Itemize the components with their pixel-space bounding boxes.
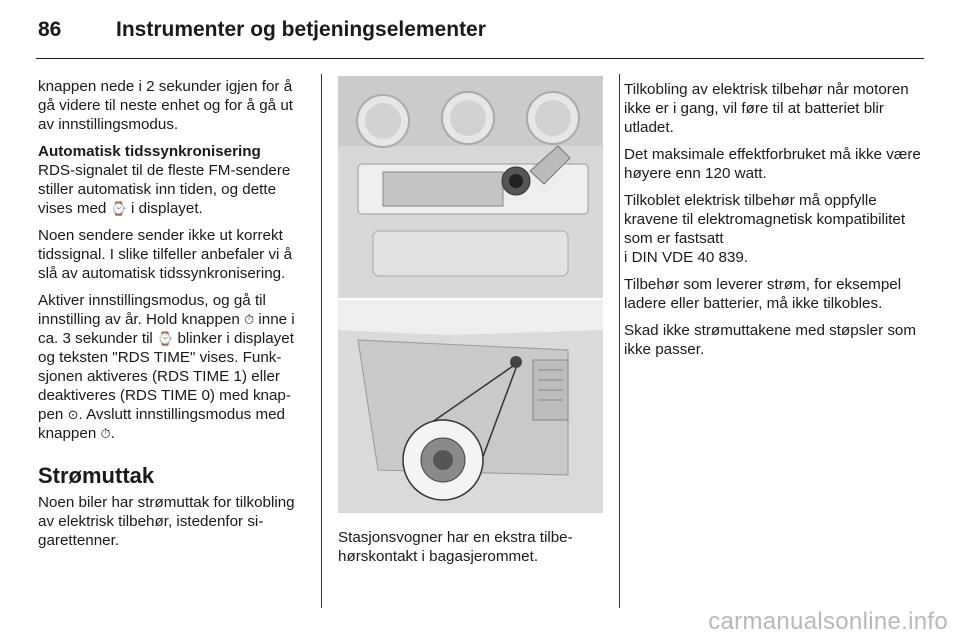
- tune-button-icon: ⊙: [67, 407, 79, 422]
- column-right: [624, 80, 924, 367]
- rds-clock-icon: ⌚: [110, 201, 127, 216]
- column-divider: [619, 74, 620, 608]
- console-outlet-illustration: [338, 76, 603, 298]
- clock-button-icon: ⏱: [244, 312, 255, 327]
- figure-caption: Stasjonsvogner har en ekstra tilbehørskontakt i bagasjerommet.: [338, 529, 573, 565]
- rds-clock-icon: ⌚: [157, 331, 174, 346]
- page-number: 86: [38, 18, 62, 41]
- page-title: Instrumenter og betjeningselementer: [116, 18, 486, 41]
- header-rule: [36, 58, 924, 59]
- subheading-time-sync: Automatisk tidssynkronisering: [38, 143, 261, 160]
- column-divider: [321, 74, 322, 608]
- paragraph-continuation: knappen nede i 2 sekunder igjen for å gå videre til neste enhet og for å gå ut av innstillingsmodus.: [38, 78, 293, 133]
- paragraph-rds: Automatisk tidssynkronisering RDS-signalet til de fleste FM-sendere stiller automatisk inn tiden, og dette vises med ⌚ i displayet.: [38, 142, 306, 218]
- page-header: [38, 18, 486, 48]
- paragraph-activate: Aktiver innstillingsmodus, og gå til innstilling av år. Hold knappen ⏱ inne i ca. 3 sekunder til ⌚ blinker i displayet og teksten "RDS TIME" vises. Funksjonen aktiveres (RDS TIME 1) eller deaktiveres (RDS TIME 0) med knappen ⊙. Avslutt innstillingsmodus med knappen ⏱.: [38, 292, 295, 442]
- paragraph-incorrect-signal: Noen sendere sender ikke ut korrekt tidssignal. I slike tilfeller anbefaler vi å slå av automatisk tidssynkronisering.: [38, 227, 293, 282]
- paragraph-max-power: Det maksimale effektforbruket må ikke være høyere enn 120 watt.: [624, 146, 921, 182]
- paragraph-battery: Tilkobling av elektrisk tilbehør når motoren ikke er i gang, vil føre til at batteriet blir utladet.: [624, 81, 909, 136]
- paragraph-chargers: Tilbehør som leverer strøm, for eksempel ladere eller batterier, må ikke tilkobles.: [624, 276, 902, 312]
- paragraph-damage: Skad ikke strømuttakene med støpsler som ikke passer.: [624, 322, 917, 358]
- luggage-outlet-illustration: [338, 300, 603, 513]
- section-heading-power-outlet: Strømuttak: [38, 463, 155, 488]
- paragraph-power-outlet: Noen biler har strømuttak for tilkobling av elektrisk tilbehør, istedenfor sigarettenner.: [38, 494, 295, 549]
- column-left: [38, 77, 306, 558]
- watermark: carmanualsonline.info: [708, 608, 948, 635]
- clock-button-icon: ⏱: [100, 426, 111, 441]
- paragraph-emc: Tilkoblet elektrisk tilbehør må oppfylle kravene til elektromagnetisk kompatibilitet som er fastsatt i DIN VDE 40 839.: [624, 192, 906, 266]
